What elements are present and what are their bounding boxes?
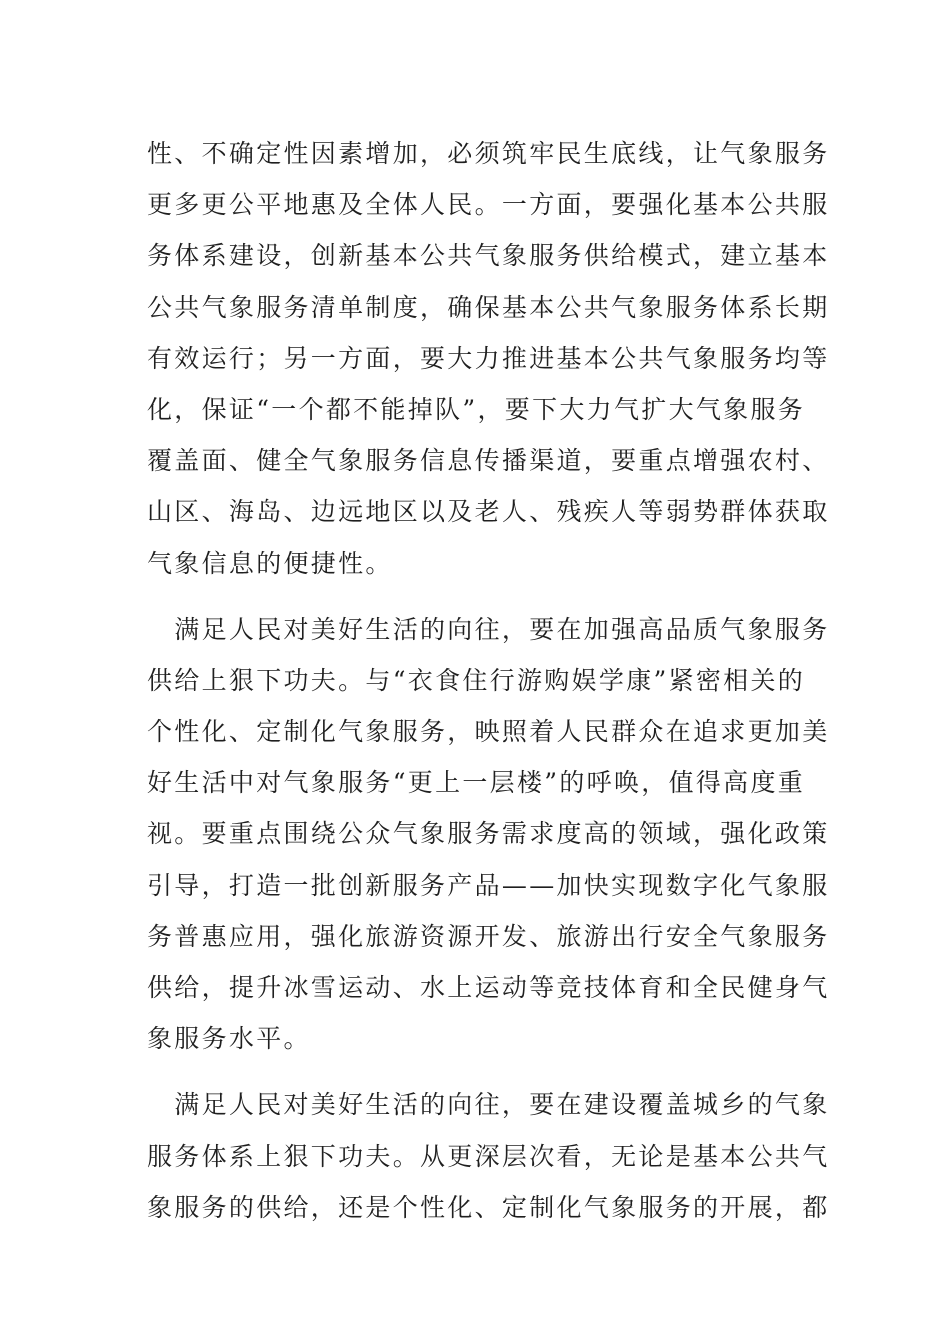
paragraph-3 bbox=[147, 1079, 830, 1233]
text-line: 视。要重点围绕公众气象服务需求度高的领域，强化政策 bbox=[147, 819, 830, 849]
text-line: 满足人民对美好生活的向往，要在建设覆盖城乡的气象 bbox=[147, 1090, 830, 1120]
text-line: 化，保证“一个都不能掉队”，要下大力气扩大气象服务 bbox=[147, 394, 806, 424]
text-line: 有效运行；另一方面，要大力推进基本公共气象服务均等 bbox=[147, 343, 830, 373]
text-line: 山区、海岛、边远地区以及老人、残疾人等弱势群体获取 bbox=[147, 497, 830, 527]
text-line: 象服务水平。 bbox=[147, 1024, 311, 1054]
text-line: 供给上狠下功夫。与“衣食住行游购娱学康”紧密相关的 bbox=[147, 665, 806, 695]
text-line: 好生活中对气象服务“更上一层楼”的呼唤，值得高度重 bbox=[147, 768, 806, 798]
text-line: 满足人民对美好生活的向往，要在加强高品质气象服务 bbox=[147, 614, 830, 644]
text-line: 务体系建设，创新基本公共气象服务供给模式，建立基本 bbox=[147, 241, 830, 271]
text-line: 服务体系上狠下功夫。从更深层次看，无论是基本公共气 bbox=[147, 1141, 830, 1171]
text-line: 个性化、定制化气象服务，映照着人民群众在追求更加美 bbox=[147, 717, 830, 747]
text-line: 气象信息的便捷性。 bbox=[147, 548, 393, 578]
text-line: 性、不确定性因素增加，必须筑牢民生底线，让气象服务 bbox=[147, 139, 830, 168]
paragraph-2 bbox=[147, 604, 830, 1065]
paragraph-1 bbox=[147, 128, 830, 589]
text-line: 象服务的供给，还是个性化、定制化气象服务的开展，都 bbox=[147, 1192, 830, 1222]
text-line: 更多更公平地惠及全体人民。一方面，要强化基本公共服 bbox=[147, 190, 830, 220]
paragraph-spacing bbox=[147, 589, 807, 604]
text-line: 务普惠应用，强化旅游资源开发、旅游出行安全气象服务 bbox=[147, 921, 830, 951]
text-line: 引导，打造一批创新服务产品——加快实现数字化气象服 bbox=[147, 870, 830, 900]
text-line: 覆盖面、健全气象服务信息传播渠道，要重点增强农村、 bbox=[147, 446, 830, 476]
text-line: 公共气象服务清单制度，确保基本公共气象服务体系长期 bbox=[147, 292, 830, 322]
text-line: 供给，提升冰雪运动、水上运动等竞技体育和全民健身气 bbox=[147, 973, 830, 1002]
article-body bbox=[147, 128, 830, 1233]
paragraph-spacing bbox=[147, 1064, 807, 1079]
